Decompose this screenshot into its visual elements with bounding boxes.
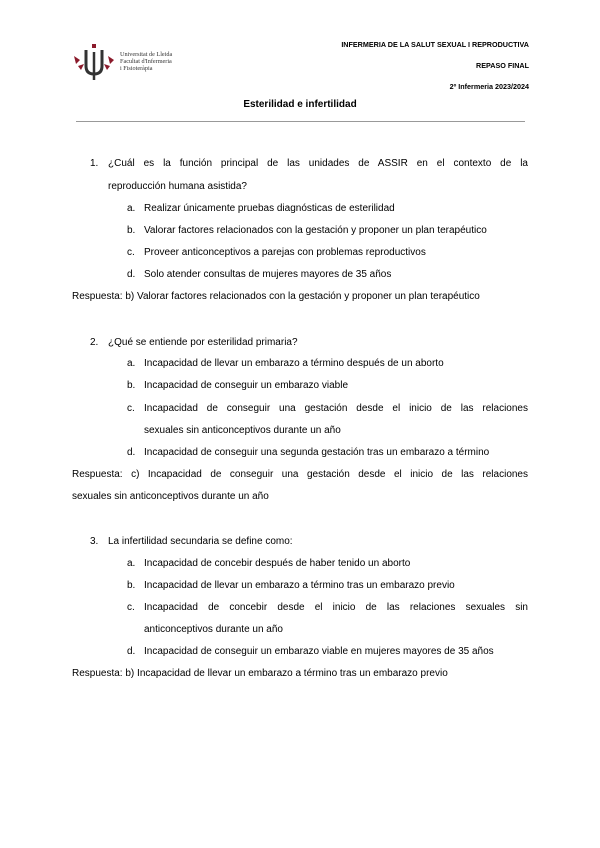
academic-year: 2º Infermeria 2023/2024 <box>449 82 529 91</box>
option-text: Solo atender consultas de mujeres mayores de 35 años <box>144 269 392 280</box>
option-letter: c. <box>127 602 135 613</box>
option-text: Incapacidad de llevar un embarazo a término después de un aborto <box>144 358 444 369</box>
option-letter: c. <box>127 403 135 414</box>
logo-line: Facultat d'Infermeria <box>120 58 172 65</box>
logo-line: i Fisioteràpia <box>120 65 153 72</box>
option-letter: b. <box>127 580 136 591</box>
question-text: ¿Cuál es la función principal de las unidades de ASSIR en el contexto de la <box>108 158 528 169</box>
question-number: 2. <box>90 337 99 348</box>
option-letter: d. <box>127 269 136 280</box>
option-text: Incapacidad de concebir después de haber tenido un aborto <box>144 558 411 569</box>
question-text: reproducción humana asistida? <box>108 181 247 192</box>
option-text: Incapacidad de conseguir una gestación desde el inicio de las relaciones <box>144 403 528 414</box>
university-crest-icon <box>72 42 116 82</box>
option-text: Realizar únicamente pruebas diagnósticas de esterilidad <box>144 203 395 214</box>
answer-text: sexuales sin anticonceptivos durante un año <box>72 491 269 502</box>
question-number: 1. <box>90 158 99 169</box>
section-name: REPASO FINAL <box>476 61 529 70</box>
question-number: 3. <box>90 536 99 547</box>
option-text: Proveer anticonceptivos a parejas con problemas reproductivos <box>144 247 426 258</box>
title-divider <box>76 121 525 122</box>
logo-line: Universitat de Lleida <box>120 51 173 58</box>
option-letter: b. <box>127 225 136 236</box>
question-text: La infertilidad secundaria se define como: <box>108 536 293 547</box>
option-letter: d. <box>127 646 136 657</box>
option-letter: a. <box>127 558 136 569</box>
answer-text: Respuesta: b) Incapacidad de llevar un embarazo a término tras un embarazo previo <box>72 668 448 679</box>
logo-text <box>120 51 172 72</box>
question-text: ¿Qué se entiende por esterilidad primaria? <box>108 337 298 348</box>
university-logo <box>72 42 192 82</box>
option-text: Incapacidad de conseguir una segunda gestación tras un embarazo a término <box>144 447 490 458</box>
option-text: Incapacidad de conseguir un embarazo viable en mujeres mayores de 35 años <box>144 646 494 657</box>
option-text: Valorar factores relacionados con la gestación y proponer un plan terapéutico <box>144 225 487 236</box>
course-name: INFERMERIA DE LA SALUT SEXUAL I REPRODUCTIVA <box>341 40 529 49</box>
page-title: Esterilidad e infertilidad <box>243 99 357 110</box>
option-letter: c. <box>127 247 135 258</box>
option-text: Incapacidad de concebir desde el inicio de las relaciones sexuales sin <box>144 602 528 613</box>
option-letter: d. <box>127 447 136 458</box>
option-text: Incapacidad de llevar un embarazo a término tras un embarazo previo <box>144 580 455 591</box>
option-letter: a. <box>127 203 136 214</box>
answer-text: Respuesta: c) Incapacidad de conseguir una gestación desde el inicio de las relaciones <box>72 469 528 480</box>
option-text: sexuales sin anticonceptivos durante un año <box>144 425 341 436</box>
option-letter: b. <box>127 380 136 391</box>
answer-text: Respuesta: b) Valorar factores relacionados con la gestación y proponer un plan terapéutico <box>72 291 480 302</box>
option-text: anticonceptivos durante un año <box>144 624 283 635</box>
option-letter: a. <box>127 358 136 369</box>
option-text: Incapacidad de conseguir un embarazo viable <box>144 380 349 391</box>
